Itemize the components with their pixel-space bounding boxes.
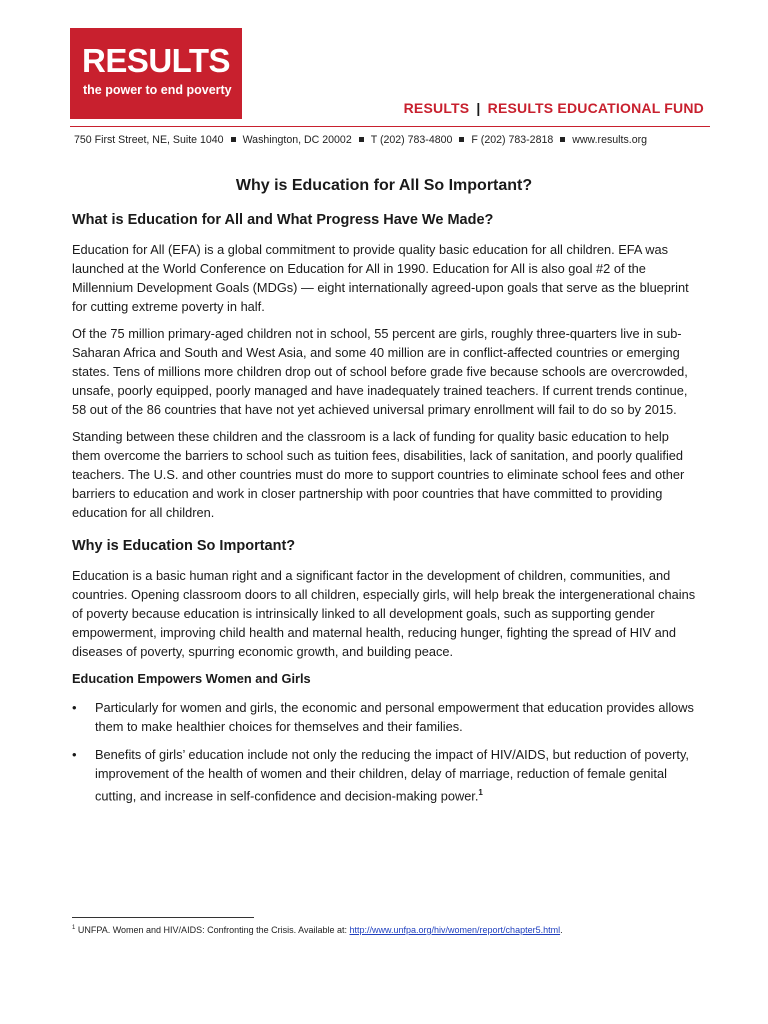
document-body (72, 210, 700, 814)
section-heading-importance: Why is Education So Important? (72, 538, 296, 554)
footnote-text: UNFPA. Women and HIV/AIDS: Confronting the Crisis. Available at: (77, 925, 350, 935)
square-bullet-icon (359, 137, 364, 142)
footnote-end: . (560, 925, 563, 935)
paragraph: Standing between these children and the classroom is a lack of funding for quality basic education to help them overcome the barriers to school such as tuition fees, disabilities, lack of sanitation, and poorly qualified teachers. The U.S. and other countries must do more to support countries to eliminate school fees and other barriers to education and work in closer partnership with poor countries that have committed to providing education for all children. (72, 429, 685, 520)
logo-tagline: the power to end poverty (83, 83, 232, 97)
section-heading-efa-progress: What is Education for All and What Progress Have We Made? (72, 212, 494, 228)
list-item (72, 745, 700, 805)
address-city: Washington, DC 20002 (242, 134, 352, 146)
address-line (74, 134, 714, 146)
bullet-icon: • (72, 747, 77, 762)
paragraph: Education for All (EFA) is a global commitment to provide quality basic education for all children. EFA was launched at the World Conference on Education for All in 1990. Education for All is also goal #2 of the Millennium Development Goals (MDGs) — eight internationally agreed-upon goals that serve as the blueprint for cutting extreme poverty in half. (72, 242, 689, 314)
square-bullet-icon (560, 137, 565, 142)
address-phone: T (202) 783-4800 (370, 134, 453, 146)
address-fax: F (202) 783-2818 (471, 134, 554, 146)
list-item (72, 698, 700, 736)
footnote-reference[interactable]: 1 (478, 788, 483, 797)
address-website[interactable]: www.results.org (572, 134, 648, 146)
list-item-text: Benefits of girls’ education include not only the reducing the impact of HIV/AIDS, but reduction of poverty, improvement of the health of women and their children, delay of marriage, reduction of female genital cutting, and increase in self-confidence and decision-making power. (95, 747, 689, 804)
org-secondary: RESULTS EDUCATIONAL FUND (487, 100, 704, 116)
footnote-number: 1 (72, 925, 76, 931)
org-primary: RESULTS (403, 100, 470, 116)
bullet-list (72, 698, 700, 805)
logo (70, 28, 242, 119)
square-bullet-icon (459, 137, 464, 142)
page-title: Why is Education for All So Important? (235, 177, 533, 194)
list-item-text: Particularly for women and girls, the economic and personal empowerment that education provides allows them to make healthier choices for themselves and their families. (95, 700, 694, 734)
footnote (72, 925, 563, 935)
square-bullet-icon (231, 137, 236, 142)
organization-header (404, 100, 704, 116)
org-separator: | (476, 100, 481, 116)
address-street: 750 First Street, NE, Suite 1040 (74, 134, 224, 146)
paragraph: Education is a basic human right and a significant factor in the development of children, communities, and countries. Opening classroom doors to all children, especially girls, will help break the intergenerational chains of poverty because education is intrinsically linked to all development goals, such as supporting gender empowerment, improving child health and maternal health, reducing hunger, fighting the spread of HIV and diseases of poverty, spurring economic growth, and building peace. (72, 568, 696, 659)
footnote-link[interactable]: http://www.unfpa.org/hiv/women/report/chapter5.html (349, 925, 561, 935)
header-divider (70, 126, 710, 127)
bullet-icon: • (72, 700, 77, 715)
subheading-empowers-women: Education Empowers Women and Girls (72, 671, 311, 686)
paragraph: Of the 75 million primary-aged children not in school, 55 percent are girls, roughly three-quarters live in sub-Saharan Africa and South and West Asia, and some 40 million are in conflict-affected countries or emerging states. Tens of millions more children drop out of school before grade five because schools are overcrowded, unsafe, poorly equipped, poorly managed and have inadequately trained teachers. If current trends continue, 58 out of the 86 countries that have not yet achieved universal primary enrollment will fail to do so by 2015. (72, 326, 688, 417)
logo-title: RESULTS (82, 42, 231, 79)
footnote-divider (72, 917, 254, 918)
